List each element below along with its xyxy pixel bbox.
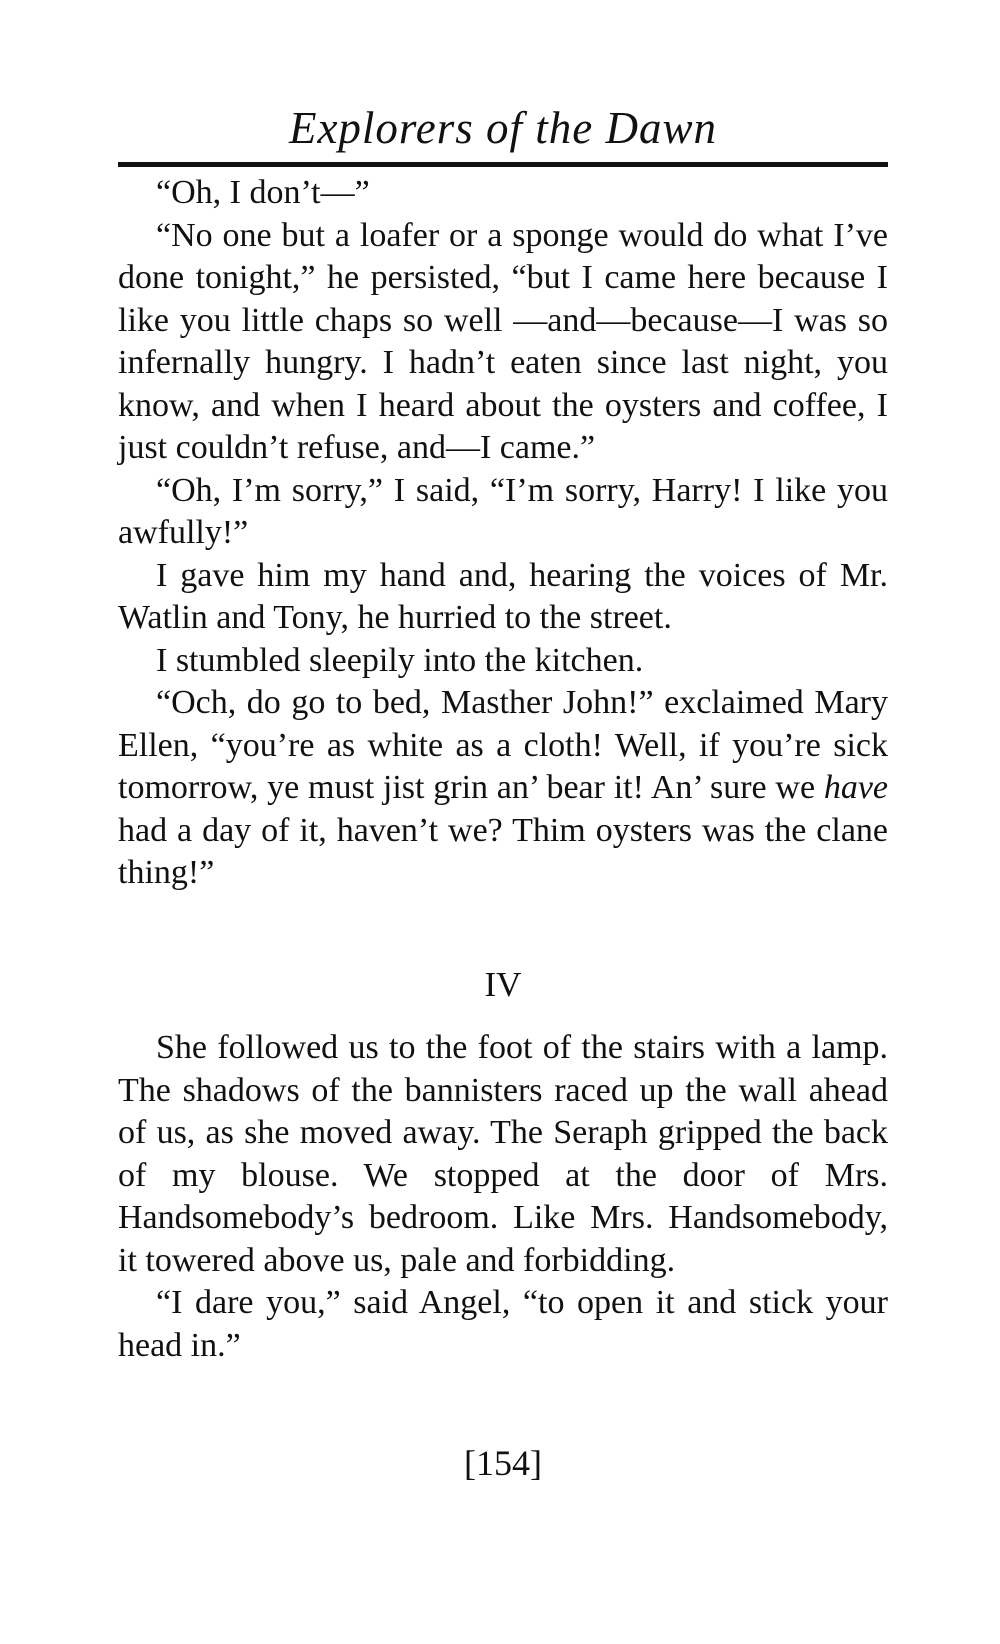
paragraph: I gave him my hand and, hearing the voices of Mr. Watlin and Tony, he hurried to the street. bbox=[118, 556, 888, 636]
chapter-numeral: IV bbox=[484, 965, 522, 1004]
page-number: [154] bbox=[464, 1443, 542, 1483]
section-two-text bbox=[118, 1027, 888, 1367]
paragraph: “I dare you,” said Angel, “to open it and stick your head in.” bbox=[118, 1284, 888, 1364]
paragraph-text-before: “Och, do go to bed, Masther John!” exclaimed Mary Ellen, “you’re as white as a cloth! Well, if you’re sick tomorrow, ye must jist grin an’ bear it! An’ sure we bbox=[118, 684, 888, 806]
header-rule bbox=[118, 162, 888, 167]
section-one-text bbox=[118, 172, 888, 895]
paragraph: “Oh, I’m sorry,” I said, “I’m sorry, Harry! I like you awfully!” bbox=[118, 471, 888, 551]
paragraph: “Oh, I don’t—” bbox=[156, 174, 370, 211]
paragraph: “No one but a loafer or a sponge would do what I’ve done tonight,” he persisted, “but I came here because I like you little chaps so well —and—because—I was so infernally hungry. I hadn’t eaten since last night, you know, and when I heard about the oysters and coffee, I just couldn’t refuse, and—I came.” bbox=[118, 216, 888, 466]
book-page bbox=[118, 0, 888, 1644]
paragraph: She followed us to the foot of the stairs with a lamp. The shadows of the bannisters raced up the wall ahead of us, as she moved away. The Seraph gripped the back of my blouse. We stopped at the door of Mrs. Handsomebody’s bedroom. Like Mrs. Handsomebody, it towered above us, pale and forbidding. bbox=[118, 1029, 888, 1279]
paragraph: I stumbled sleepily into the kitchen. bbox=[156, 641, 644, 679]
paragraph-text-after: had a day of it, haven’t we? Thim oysters was the clane thing!” bbox=[118, 811, 888, 891]
running-head: Explorers of the Dawn bbox=[288, 103, 718, 153]
paragraph-with-emphasis bbox=[118, 682, 888, 895]
emphasized-word: have bbox=[823, 769, 888, 806]
